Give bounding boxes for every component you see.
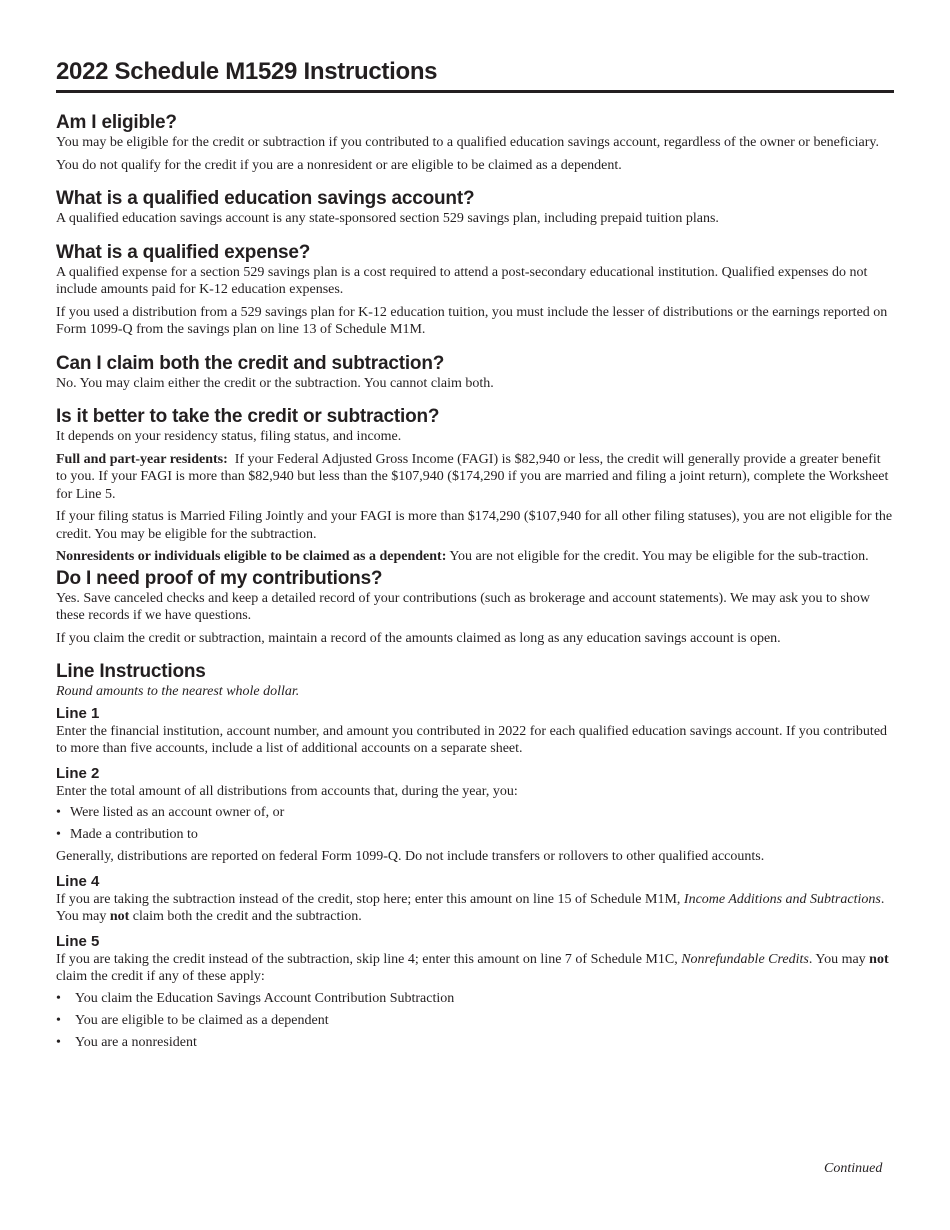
heading-line-4: Line 4 (56, 872, 100, 890)
bullet-icon: • (56, 1012, 61, 1028)
list-item: • Were listed as an account owner of, or (56, 805, 285, 820)
both-paragraph-1: No. You may claim either the credit or the subtraction. You cannot claim both. (56, 375, 494, 391)
better-paragraph-4 (56, 548, 894, 566)
line-2-bullet-list (56, 804, 894, 844)
list-item: • Made a contribution to (56, 827, 198, 842)
list-item: • You are eligible to be claimed as a dependent (56, 1012, 329, 1028)
line-4-paragraph: If you are taking the subtraction instead of the credit, stop here; enter this amount on line 15 of Schedule M1M, Income Additions and Subtractions. You may not claim both the credit and the subtraction. (56, 891, 885, 924)
heading-both: Can I claim both the credit and subtraction? (56, 352, 445, 374)
proof-paragraph-2: If you claim the credit or subtraction, maintain a record of the amounts claimed as long as any education savings account is open. (56, 630, 781, 646)
nonresidents-text: You are not eligible for the credit. You may be eligible for the sub-traction. (449, 549, 869, 564)
heading-better: Is it better to take the credit or subtraction? (56, 406, 440, 427)
heading-line-5: Line 5 (56, 932, 100, 950)
expense-paragraph-2: If you used a distribution from a 529 savings plan for K-12 education tuition, you must include the lesser of distributions or the earnings reported on Form 1099-Q from the savings plan on line 13 of Schedule M1M. (56, 304, 888, 337)
proof-paragraph-1: Yes. Save canceled checks and keep a detailed record of your contributions (such as brokerage and account statements). We may ask you to show these records if we have questions. (56, 590, 870, 623)
bullet-icon: • (56, 1034, 61, 1050)
eligible-paragraph-1: You may be eligible for the credit or subtraction if you contributed to a qualified education savings account, regardless of the owner or beneficiary. (56, 135, 880, 150)
heading-eligible: Am I eligible? (56, 112, 177, 133)
heading-proof: Do I need proof of my contributions? (56, 567, 383, 589)
line-5-paragraph: If you are taking the credit instead of the subtraction, skip line 4; enter this amount on line 7 of Schedule M1C, Nonrefundable Credits. You may not claim the credit if any of these apply: (56, 951, 889, 984)
heading-line-instructions: Line Instructions (56, 661, 206, 682)
heading-line-1: Line 1 (56, 704, 100, 722)
document-body (56, 112, 894, 1056)
line-5-bullet-list (56, 990, 894, 1052)
heading-expense: What is a qualified expense? (56, 241, 311, 263)
bullet-icon: • (56, 805, 61, 820)
heading-line-2: Line 2 (56, 764, 100, 782)
page-title: 2022 Schedule M1529 Instructions (56, 58, 438, 85)
residents-label: Full and part-year residents: (56, 451, 228, 467)
eligible-paragraph-2: You do not qualify for the credit if you are a nonresident or are eligible to be claimed as a dependent. (56, 157, 622, 173)
rounding-note: Round amounts to the nearest whole dollar. (56, 684, 300, 699)
title-rule (56, 90, 894, 93)
residents-text: If your Federal Adjusted Gross Income (FAGI) is $82,940 or less, the credit will generally provide a greater benefit to you. If your FAGI is more than $82,940 but less than the $107,940 ($174,290 if you are married and filing a joint return), complete the Worksheet for Line 5. (56, 451, 889, 502)
line-2-paragraph-1: Enter the total amount of all distributions from accounts that, during the year, you: (56, 783, 518, 799)
better-paragraph-2 (56, 451, 894, 504)
line-1-paragraph: Enter the financial institution, account number, and amount you contributed in 2022 for each qualified education savings account. If you contributed to more than five accounts, include a list of additional accounts on a separate sheet. (56, 723, 888, 756)
continued-label: Continued (824, 1161, 883, 1176)
list-item: • You claim the Education Savings Account Contribution Subtraction (56, 990, 455, 1006)
list-item: • You are a nonresident (56, 1034, 197, 1050)
expense-paragraph-1: A qualified expense for a section 529 savings plan is a cost required to attend a post-secondary educational institution. Qualified expenses do not include amounts paid for K-12 education expenses. (56, 264, 868, 297)
account-paragraph-1: A qualified education savings account is any state-sponsored section 529 savings plan, including prepaid tuition plans. (56, 211, 719, 226)
line-2-paragraph-2: Generally, distributions are reported on federal Form 1099-Q. Do not include transfers or rollovers to other qualified accounts. (56, 849, 765, 864)
better-paragraph-3: If your filing status is Married Filing Jointly and your FAGI is more than $174,290 ($107,940 for all other filing statuses), you are not eligible for the credit. You may be eligible for the subtraction. (56, 509, 893, 542)
nonresidents-label: Nonresidents or individuals eligible to be claimed as a dependent: (56, 549, 447, 564)
better-paragraph-1: It depends on your residency status, filing status, and income. (56, 429, 402, 444)
heading-account: What is a qualified education savings account? (56, 188, 475, 209)
bullet-icon: • (56, 827, 61, 842)
bullet-icon: • (56, 990, 61, 1006)
